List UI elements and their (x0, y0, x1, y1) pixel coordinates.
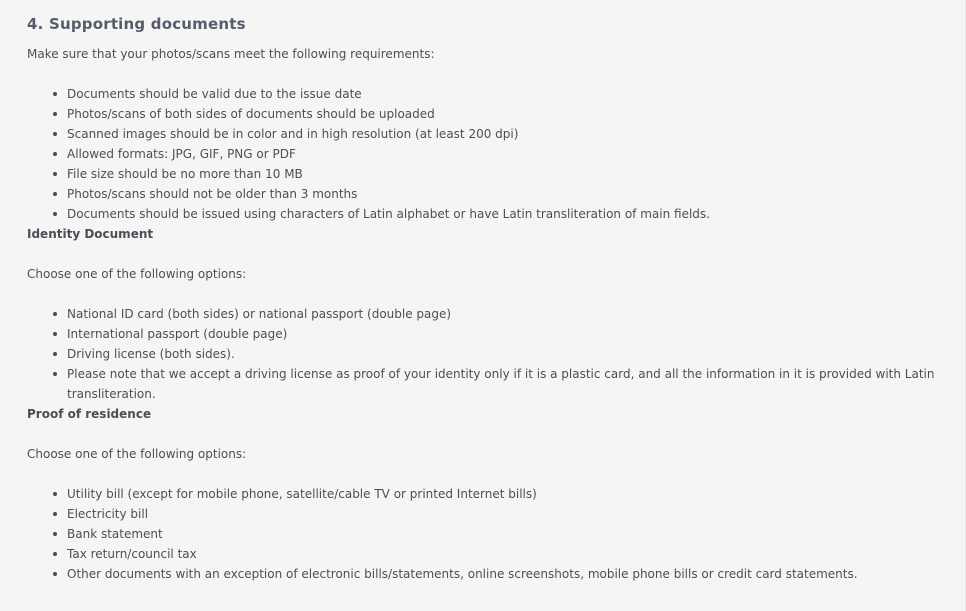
proof-of-residence-heading: Proof of residence (27, 407, 152, 421)
requirements-list (27, 84, 947, 224)
identity-option-item: National ID card (both sides) or national passport (double page) (67, 304, 947, 324)
identity-options-list (27, 304, 947, 404)
supporting-documents-section (27, 13, 947, 584)
residence-intro: Choose one of the following options: (27, 447, 247, 461)
residence-option-item: Bank statement (67, 524, 947, 544)
identity-document-heading: Identity Document (27, 227, 154, 241)
requirement-item: Documents should be valid due to the issue date (67, 84, 947, 104)
requirement-item: Photos/scans should not be older than 3 months (67, 184, 947, 204)
requirements-intro: Make sure that your photos/scans meet the following requirements: (27, 47, 435, 61)
residence-option-item: Tax return/council tax (67, 544, 947, 564)
residence-option-item: Electricity bill (67, 504, 947, 524)
requirement-item: File size should be no more than 10 MB (67, 164, 947, 184)
identity-option-item: Driving license (both sides). (67, 344, 947, 364)
identity-option-item: Please note that we accept a driving license as proof of your identity only if it is a plastic card, and all the information in it is provided with Latin transliteration. (67, 364, 947, 404)
section-title: 4. Supporting documents (27, 15, 246, 33)
residence-option-item: Utility bill (except for mobile phone, satellite/cable TV or printed Internet bills) (67, 484, 947, 504)
identity-intro: Choose one of the following options: (27, 267, 247, 281)
requirement-item: Allowed formats: JPG, GIF, PNG or PDF (67, 144, 947, 164)
residence-option-item: Other documents with an exception of electronic bills/statements, online screenshots, mobile phone bills or credit card statements. (67, 564, 947, 584)
requirement-item: Photos/scans of both sides of documents should be uploaded (67, 104, 947, 124)
requirement-item: Scanned images should be in color and in high resolution (at least 200 dpi) (67, 124, 947, 144)
requirement-item: Documents should be issued using characters of Latin alphabet or have Latin transliteration of main fields. (67, 204, 947, 224)
residence-options-list (27, 484, 947, 584)
identity-option-item: International passport (double page) (67, 324, 947, 344)
